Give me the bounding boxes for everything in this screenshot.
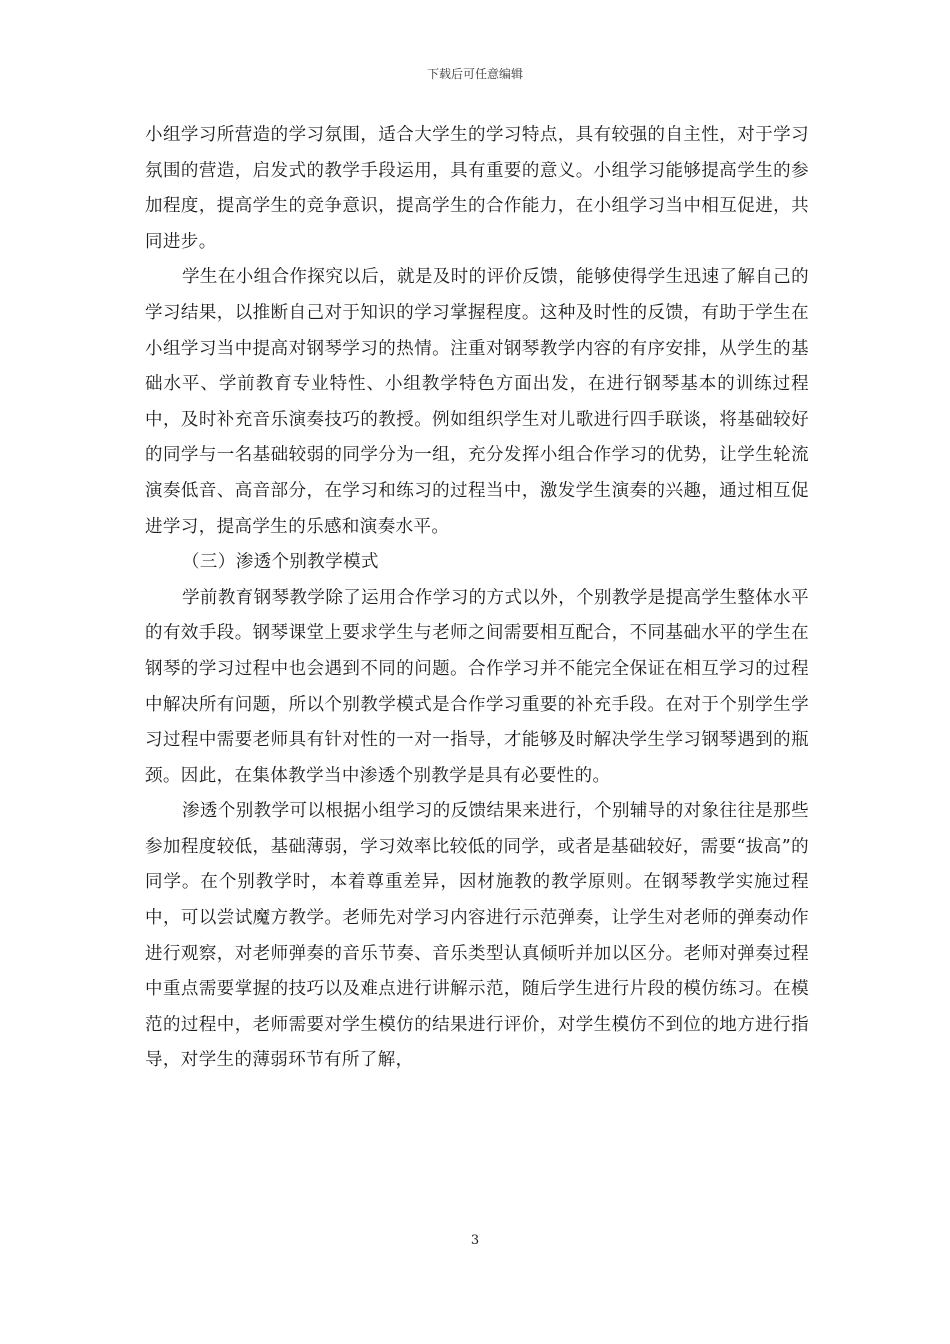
page-number: 3 bbox=[470, 1233, 480, 1248]
page-header: 下载后可任意编辑 bbox=[426, 67, 523, 81]
paragraph-individual-teaching: 学前教育钢琴教学除了运用合作学习的方式以外，个别教学是提高学生整体水平的有效手段。钢琴课堂上要求学生与老师之间需要相互配合，不同基础水平的学生在钢琴的学习过程中也会遇到不同的问题。合作学习并不能完全保证在相互学习的过程中解决所有问题，所以个别教学模式是合作学习重要的补充手段。在对于个别学生学习过程中需要老师具有针对性的一对一指导，才能够及时解决学生学习钢琴遇到的瓶颈。因此，在集体教学当中渗透个别教学是具有必要性的。 bbox=[145, 587, 809, 786]
document-body bbox=[145, 118, 809, 1079]
paragraph-individual-method: 渗透个别教学可以根据小组学习的反馈结果来进行，个别辅导的对象往往是那些参加程度较低，基础薄弱，学习效率比较低的同学，或者是基础较好，需要“拔高”的同学。在个别教学时，本着尊重差异，因材施教的教学原则。在钢琴教学实施过程中，可以尝试魔方教学。老师先对学习内容进行示范弹奏，让学生对老师的弹奏动作进行观察，对老师弹奏的音乐节奏、音乐类型认真倾听并加以区分。老师对弹奏过程中重点需要掌握的技巧以及难点进行讲解示范，随后学生进行片段的模仿练习。在模范的过程中，老师需要对学生模仿的结果进行评价，对学生模仿不到位的地方进行指导，对学生的薄弱环节有所了解， bbox=[145, 801, 809, 1071]
paragraph-feedback: 学生在小组合作探究以后，就是及时的评价反馈，能够使得学生迅速了解自己的学习结果，以推断自己对于知识的学习掌握程度。这种及时性的反馈，有助于学生在小组学习当中提高对钢琴学习的热情。注重对钢琴教学内容的有序安排，从学生的基础水平、学前教育专业特性、小组教学特色方面出发，在进行钢琴基本的训练过程中，及时补充音乐演奏技巧的教授。例如组织学生对儿歌进行四手联谈，将基础较好的同学与一名基础较弱的同学分为一组，充分发挥小组合作学习的优势，让学生轮流演奏低音、高音部分，在学习和练习的过程当中，激发学生演奏的兴趣，通过相互促进学习，提高学生的乐感和演奏水平。 bbox=[145, 267, 809, 537]
section-heading: （三）渗透个别教学模式 bbox=[182, 552, 379, 573]
paragraph-group-learning: 小组学习所营造的学习氛围，适合大学生的学习特点，具有较强的自主性，对于学习氛围的营造，启发式的教学手段运用，具有重要的意义。小组学习能够提高学生的参加程度，提高学生的竞争意识，提高学生的合作能力，在小组学习当中相互促进，共同进步。 bbox=[145, 125, 809, 252]
